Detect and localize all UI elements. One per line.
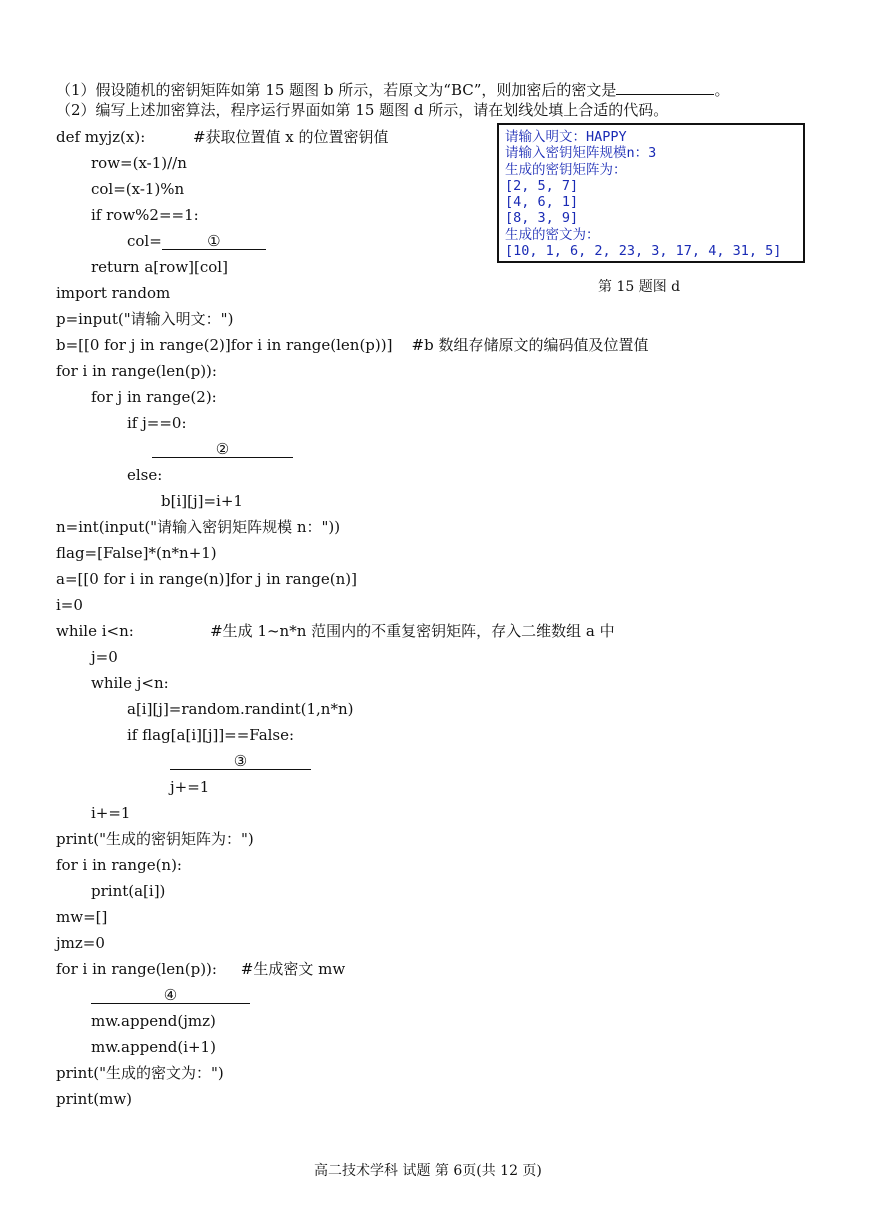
code-line: if flag[a[i][j]]==False: bbox=[127, 726, 295, 744]
code-line: if row%2==1: bbox=[91, 206, 199, 224]
answer-blank-3: ③ bbox=[170, 751, 311, 770]
code-line: for i in range(n): bbox=[56, 856, 182, 874]
code-line: mw.append(i+1) bbox=[91, 1038, 216, 1056]
figure-caption: 第 15 题图 d bbox=[598, 279, 681, 295]
code-line-with-blank-2 bbox=[152, 439, 293, 459]
code-line: while j<n: bbox=[91, 674, 169, 692]
answer-blank-2: ② bbox=[152, 439, 293, 458]
console-line: [8, 3, 9] bbox=[505, 210, 579, 227]
code-line: jmz=0 bbox=[56, 934, 105, 952]
code-line: a=[[0 for i in range(n)]for j in range(n)] bbox=[56, 570, 357, 588]
code-line: print("生成的密钥矩阵为：") bbox=[56, 830, 254, 848]
code-line: i=0 bbox=[56, 596, 83, 614]
console-line: [4, 6, 1] bbox=[505, 194, 579, 211]
console-line: 请输入明文：HAPPY bbox=[505, 129, 627, 145]
program-console-window bbox=[497, 123, 805, 263]
code-line: mw=[] bbox=[56, 908, 108, 926]
code-line: a[i][j]=random.randint(1,n*n) bbox=[127, 700, 354, 718]
code-line: n=int(input("请输入密钥矩阵规模 n：")) bbox=[56, 518, 341, 536]
code-line: j+=1 bbox=[170, 778, 210, 796]
answer-blank-4: ④ bbox=[91, 985, 250, 1004]
code-line: def myjz(x): #获取位置值 x 的位置密钥值 bbox=[56, 128, 389, 146]
code-line: b[i][j]=i+1 bbox=[161, 492, 243, 510]
code-line: b=[[0 for j in range(2)]for i in range(len(p))] #b 数组存储原文的编码值及位置值 bbox=[56, 336, 649, 354]
code-line: for j in range(2): bbox=[91, 388, 217, 406]
code-line: for i in range(len(p)): bbox=[56, 362, 217, 380]
code-line: mw.append(jmz) bbox=[91, 1012, 216, 1030]
console-line: 请输入密钥矩阵规模n：3 bbox=[505, 145, 657, 162]
code-line-with-blank-1 bbox=[127, 231, 266, 251]
console-line: 生成的密文为： bbox=[505, 226, 600, 243]
code-line: else: bbox=[127, 466, 163, 484]
question-1-text: （1）假设随机的密钥矩阵如第 15 题图 b 所示，若原文为“BC”，则加密后的密文是 bbox=[56, 81, 617, 99]
code-line: import random bbox=[56, 284, 171, 302]
code-line: while i<n: #生成 1~n*n 范围内的不重复密钥矩阵，存入二维数组 a 中 bbox=[56, 622, 615, 640]
code-line: if j==0: bbox=[127, 414, 187, 432]
answer-blank-1: ① bbox=[162, 231, 266, 250]
question-1 bbox=[56, 76, 729, 100]
code-line-with-blank-4 bbox=[91, 985, 250, 1005]
answer-blank-q1 bbox=[616, 76, 714, 95]
code-line: print(a[i]) bbox=[91, 882, 166, 900]
code-line: print(mw) bbox=[56, 1090, 133, 1108]
code-line: col=(x-1)%n bbox=[91, 180, 185, 198]
code-text: col= bbox=[127, 232, 162, 250]
question-1-end: 。 bbox=[714, 81, 730, 99]
code-line: i+=1 bbox=[91, 804, 131, 822]
console-line: 生成的密钥矩阵为： bbox=[505, 161, 627, 178]
code-line-with-blank-3 bbox=[170, 751, 311, 771]
console-line: [10, 1, 6, 2, 23, 3, 17, 4, 31, 5] bbox=[505, 243, 782, 260]
code-line: print("生成的密文为：") bbox=[56, 1064, 224, 1082]
code-line: return a[row][col] bbox=[91, 258, 228, 276]
code-line: p=input("请输入明文：") bbox=[56, 310, 234, 328]
code-line: for i in range(len(p)): #生成密文 mw bbox=[56, 960, 346, 978]
question-2: （2）编写上述加密算法，程序运行界面如第 15 题图 d 所示，请在划线处填上合适的代码。 bbox=[56, 101, 669, 119]
code-line: row=(x-1)//n bbox=[91, 154, 187, 172]
page-footer: 高二技术学科 试题 第 6页(共 12 页) bbox=[314, 1163, 542, 1179]
code-line: j=0 bbox=[91, 648, 118, 666]
console-line: [2, 5, 7] bbox=[505, 177, 579, 194]
code-line: flag=[False]*(n*n+1) bbox=[56, 544, 217, 562]
